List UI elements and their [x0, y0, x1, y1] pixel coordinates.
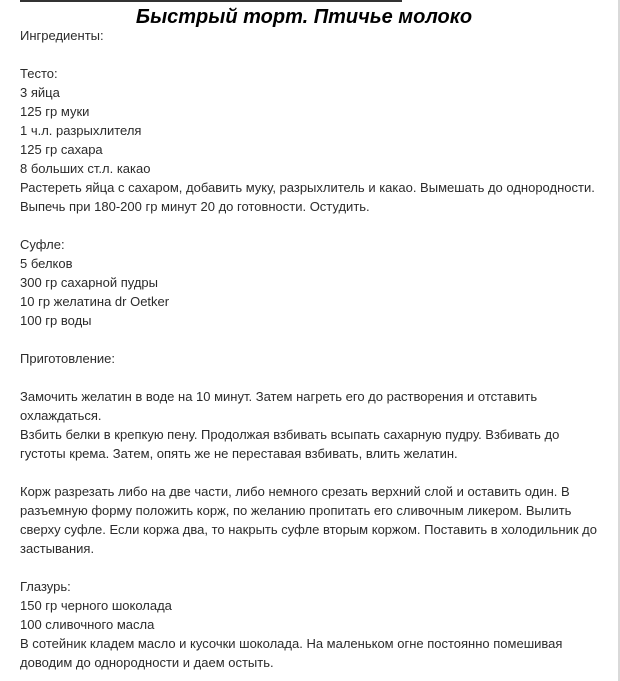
dough-ingredient: 125 гр сахара — [20, 142, 103, 157]
glaze-instruction: доводим до однородности и даем остыть. — [20, 655, 274, 670]
dough-instruction: Растереть яйца с сахаром, добавить муку, разрыхлитель и какао. Вымешать до однородности. — [20, 180, 595, 195]
preparation-step: густоты крема. Затем, опять же не переставая взбивать, влить желатин. — [20, 446, 458, 461]
dough-heading: Тесто: — [20, 66, 58, 81]
glaze-ingredient: 100 сливочного масла — [20, 617, 155, 632]
preparation-step: Замочить желатин в воде на 10 минут. Затем нагреть его до растворения и отставить — [20, 389, 538, 404]
ingredients-heading: Ингредиенты: — [20, 28, 104, 43]
spacer — [20, 368, 608, 387]
dough-ingredient: 1 ч.л. разрыхлителя — [20, 123, 142, 138]
recipe-body — [20, 26, 608, 672]
glaze-heading: Глазурь: — [20, 579, 71, 594]
dough-ingredient: 125 гр муки — [20, 104, 90, 119]
recipe-title: Быстрый торт. Птичье молоко — [135, 6, 473, 28]
preparation-heading: Приготовление: — [20, 351, 115, 366]
preparation-step: Взбить белки в крепкую пену. Продолжая взбивать всыпать сахарную пудру. Взбивать до — [20, 427, 560, 442]
glaze-ingredient: 150 гр черного шоколада — [20, 598, 172, 613]
glaze-instruction: В сотейник кладем масло и кусочки шоколада. На маленьком огне постоянно помешивая — [20, 636, 563, 651]
souffle-ingredient: 300 гр сахарной пудры — [20, 275, 158, 290]
souffle-ingredient: 100 гр воды — [20, 313, 92, 328]
preparation-step: охлаждаться. — [20, 408, 102, 423]
spacer — [20, 558, 608, 577]
spacer — [20, 463, 608, 482]
spacer — [20, 330, 608, 349]
spacer — [20, 216, 608, 235]
top-divider — [20, 0, 402, 2]
souffle-ingredient: 5 белков — [20, 256, 73, 271]
dough-instruction: Выпечь при 180-200 гр минут 20 до готовности. Остудить. — [20, 199, 370, 214]
assembly-step: Корж разрезать либо на две части, либо немного срезать верхний слой и оставить один. В — [20, 484, 570, 499]
souffle-ingredient: 10 гр желатина dr Oetker — [20, 294, 170, 309]
assembly-step: разъемную форму положить корж, по желанию пропитать его сливочным ликером. Вылить — [20, 503, 572, 518]
souffle-heading: Суфле: — [20, 237, 65, 252]
assembly-step: сверху суфле. Если коржа два, то накрыть суфле вторым коржом. Поставить в холодильник до — [20, 522, 597, 537]
dough-ingredient: 8 больших ст.л. какао — [20, 161, 151, 176]
assembly-step: застывания. — [20, 541, 95, 556]
dough-ingredient: 3 яйца — [20, 85, 60, 100]
spacer — [20, 45, 608, 64]
